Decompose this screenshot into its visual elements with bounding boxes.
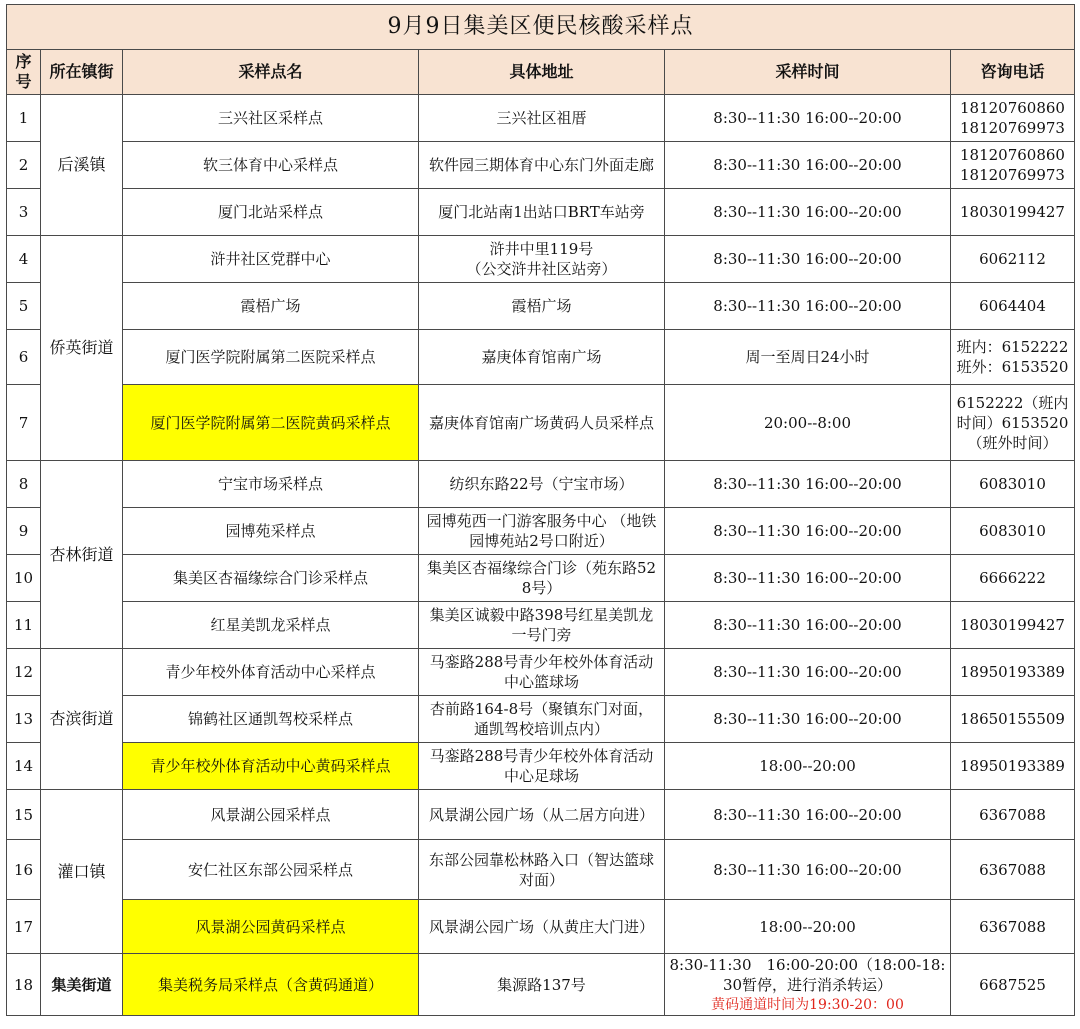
sampling-time: 8:30--11:30 16:00--20:00 (665, 142, 951, 189)
phone-cell (951, 95, 1075, 142)
phone-number: 6367088 (951, 790, 1075, 840)
town-cell: 后溪镇 (41, 95, 123, 236)
sampling-time-cell (665, 954, 951, 1016)
site-name-highlighted: 厦门医学院附属第二医院黄码采样点 (123, 385, 419, 461)
row-number: 12 (7, 649, 41, 696)
row-number: 6 (7, 330, 41, 385)
table-row (7, 385, 1075, 461)
site-name: 霞梧广场 (123, 283, 419, 330)
table-row (7, 696, 1075, 743)
row-number: 15 (7, 790, 41, 840)
phone-number: 6152222（班内时间）6153520（班外时间） (951, 385, 1075, 461)
sampling-time: 8:30--11:30 16:00--20:00 (665, 95, 951, 142)
phone-number: 6083010 (951, 508, 1075, 555)
phone-cell (951, 330, 1075, 385)
site-address: 浒井中里119号 (489, 240, 594, 258)
site-name: 青少年校外体育活动中心采样点 (123, 649, 419, 696)
sampling-time: 8:30--11:30 16:00--20:00 (665, 555, 951, 602)
site-address: 风景湖公园广场（从黄庄大门进） (419, 900, 665, 954)
header-row (7, 50, 1075, 95)
row-number: 3 (7, 189, 41, 236)
row-number: 17 (7, 900, 41, 954)
sampling-time: 8:30--11:30 16:00--20:00 (665, 283, 951, 330)
phone-number: 18120769973 (960, 119, 1065, 137)
phone-number: 班外：6153520 (956, 358, 1069, 376)
site-address: 杏前路164-8号（聚镇东门对面，通凯驾校培训点内） (419, 696, 665, 743)
site-address: 纺织东路22号（宁宝市场） (419, 461, 665, 508)
col-header-no: 序号 (7, 50, 41, 95)
sampling-time: 8:30--11:30 16:00--20:00 (665, 790, 951, 840)
town-cell: 杏滨街道 (41, 649, 123, 790)
sampling-time: 8:30--11:30 16:00--20:00 (665, 461, 951, 508)
sampling-time: 周一至周日24小时 (665, 330, 951, 385)
sampling-sites-table (6, 4, 1075, 1016)
row-number: 8 (7, 461, 41, 508)
site-name: 锦鹤社区通凯驾校采样点 (123, 696, 419, 743)
page-title: 9月9日集美区便民核酸采样点 (7, 5, 1075, 50)
table-row (7, 840, 1075, 900)
row-number: 14 (7, 743, 41, 790)
site-name: 集美区杏福缘综合门诊采样点 (123, 555, 419, 602)
sampling-time: 8:30--11:30 16:00--20:00 (665, 602, 951, 649)
phone-number: 18650155509 (951, 696, 1075, 743)
site-name: 厦门医学院附属第二医院采样点 (123, 330, 419, 385)
phone-number: 6367088 (951, 900, 1075, 954)
table-row (7, 142, 1075, 189)
table-row (7, 602, 1075, 649)
site-address: 马銮路288号青少年校外体育活动中心篮球场 (419, 649, 665, 696)
phone-number: 6064404 (951, 283, 1075, 330)
town-cell: 杏林街道 (41, 461, 123, 649)
site-address: 嘉庚体育馆南广场黄码人员采样点 (419, 385, 665, 461)
phone-number: 6687525 (951, 954, 1075, 1016)
table-row (7, 743, 1075, 790)
col-header-address: 具体地址 (419, 50, 665, 95)
town-cell: 侨英街道 (41, 236, 123, 461)
site-address: 马銮路288号青少年校外体育活动中心足球场 (419, 743, 665, 790)
phone-number: 18030199427 (951, 602, 1075, 649)
table-row (7, 330, 1075, 385)
site-address: 厦门北站南1出站口BRT车站旁 (419, 189, 665, 236)
site-address: 嘉庚体育馆南广场 (419, 330, 665, 385)
row-number: 18 (7, 954, 41, 1016)
phone-number: 6367088 (951, 840, 1075, 900)
row-number: 9 (7, 508, 41, 555)
row-number: 1 (7, 95, 41, 142)
sampling-time: 8:30--11:30 16:00--20:00 (665, 508, 951, 555)
site-address: 东部公园靠松林路入口（智达篮球对面） (419, 840, 665, 900)
site-name: 三兴社区采样点 (123, 95, 419, 142)
sampling-time: 8:30--11:30 16:00--20:00 (665, 840, 951, 900)
site-address: 园博苑西一门游客服务中心 （地铁园博苑站2号口附近） (419, 508, 665, 555)
site-name-highlighted: 风景湖公园黄码采样点 (123, 900, 419, 954)
row-number: 13 (7, 696, 41, 743)
site-name: 园博苑采样点 (123, 508, 419, 555)
table-row (7, 283, 1075, 330)
sampling-time: 18:00--20:00 (665, 900, 951, 954)
site-name: 软三体育中心采样点 (123, 142, 419, 189)
col-header-time: 采样时间 (665, 50, 951, 95)
site-address: 霞梧广场 (419, 283, 665, 330)
site-name: 风景湖公园采样点 (123, 790, 419, 840)
row-number: 16 (7, 840, 41, 900)
table-row (7, 954, 1075, 1016)
yellow-code-time-note: 黄码通道时间为19:30-20：00 (711, 996, 904, 1013)
sampling-time: 8:30--11:30 16:00--20:00 (665, 189, 951, 236)
col-header-phone: 咨询电话 (951, 50, 1075, 95)
phone-number: 18120760860 (960, 146, 1065, 164)
phone-number: 18120760860 (960, 99, 1065, 117)
site-address: 软件园三期体育中心东门外面走廊 (419, 142, 665, 189)
phone-number: 6666222 (951, 555, 1075, 602)
table-row (7, 900, 1075, 954)
col-header-town: 所在镇街 (41, 50, 123, 95)
row-number: 5 (7, 283, 41, 330)
table-row (7, 508, 1075, 555)
site-address: 集美区杏福缘综合门诊（苑东路528号） (419, 555, 665, 602)
site-name-highlighted: 青少年校外体育活动中心黄码采样点 (123, 743, 419, 790)
phone-number: 班内：6152222 (956, 338, 1069, 356)
site-name: 厦门北站采样点 (123, 189, 419, 236)
site-address-cell (419, 236, 665, 283)
table-row (7, 189, 1075, 236)
sampling-time: 8:30--11:30 16:00--20:00 (665, 236, 951, 283)
phone-number: 18030199427 (951, 189, 1075, 236)
phone-number: 18950193389 (951, 743, 1075, 790)
table-row (7, 236, 1075, 283)
col-header-site-name: 采样点名 (123, 50, 419, 95)
site-address: （公交浒井社区站旁） (466, 260, 617, 278)
sampling-time: 8:30--11:30 16:00--20:00 (665, 649, 951, 696)
row-number: 10 (7, 555, 41, 602)
table-row (7, 555, 1075, 602)
table-row (7, 461, 1075, 508)
site-address: 三兴社区祖厝 (419, 95, 665, 142)
phone-number: 18950193389 (951, 649, 1075, 696)
table-row (7, 95, 1075, 142)
table-row (7, 649, 1075, 696)
row-number: 7 (7, 385, 41, 461)
site-name: 浒井社区党群中心 (123, 236, 419, 283)
sampling-time: 18:00--20:00 (665, 743, 951, 790)
sampling-time: 20:00--8:00 (665, 385, 951, 461)
site-name: 安仁社区东部公园采样点 (123, 840, 419, 900)
sampling-time: 8:30-11:30 16:00-20:00（18:00-18:30暂停，进行消杀转运） (669, 955, 946, 994)
site-address: 风景湖公园广场（从二居方向进） (419, 790, 665, 840)
table-row (7, 790, 1075, 840)
sampling-time: 8:30--11:30 16:00--20:00 (665, 696, 951, 743)
site-name: 宁宝市场采样点 (123, 461, 419, 508)
site-name-highlighted: 集美税务局采样点（含黄码通道） (123, 954, 419, 1016)
phone-number: 18120769973 (960, 166, 1065, 184)
row-number: 2 (7, 142, 41, 189)
row-number: 11 (7, 602, 41, 649)
site-address: 集源路137号 (419, 954, 665, 1016)
row-number: 4 (7, 236, 41, 283)
town-cell: 集美街道 (41, 954, 123, 1016)
phone-number: 6083010 (951, 461, 1075, 508)
site-address: 集美区诚毅中路398号红星美凯龙一号门旁 (419, 602, 665, 649)
sampling-sites-sheet (6, 4, 1074, 1016)
phone-cell (951, 142, 1075, 189)
town-cell: 灌口镇 (41, 790, 123, 954)
phone-number: 6062112 (951, 236, 1075, 283)
site-name: 红星美凯龙采样点 (123, 602, 419, 649)
